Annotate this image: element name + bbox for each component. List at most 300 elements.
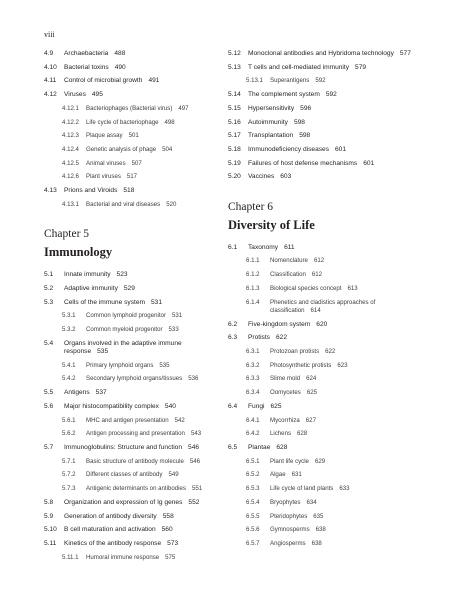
toc-entry-page: 504 [162,145,173,153]
toc-section-entry [228,50,424,58]
toc-entry-page: 625 [270,402,282,410]
toc-entry-number: 6.4.1 [246,416,260,424]
toc-entry-number: 6.3.1 [246,348,260,356]
toc-entry-number: 4.13 [44,187,57,195]
toc-subsection-entry [44,430,224,438]
toc-entry-number: 6.4.2 [246,430,260,438]
toc-subsection-entry [44,458,224,466]
toc-section-entry [44,271,224,279]
toc-subsection-entry [228,485,424,493]
toc-entry-number: 5.7.1 [62,457,76,465]
toc-section-entry [228,91,424,99]
toc-entry-title: Lichens [270,430,292,438]
toc-entry-page: 535 [159,361,170,369]
toc-entry-page: 635 [313,512,324,520]
toc-entry-number: 5.13 [228,63,241,71]
toc-entry-title: Transplantation [248,132,294,140]
toc-section-entry [44,340,224,357]
toc-subsection-entry [228,271,424,279]
toc-entry-title: Nomenclature [270,257,308,265]
toc-subsection-entry [228,430,424,438]
toc-entry-number: 6.1.4 [246,298,260,306]
toc-subsection-entry [228,526,424,534]
toc-entry-text [228,119,424,127]
toc-subsection-entry [228,285,424,293]
toc-entry-title: Major histocompatibility complex [64,402,159,410]
toc-entry-text [228,64,424,72]
toc-entry-number: 4.12.2 [62,118,79,126]
toc-entry-page: 497 [178,104,189,112]
toc-entry-number: 5.10 [44,526,57,534]
toc-entry-number: 6.5.2 [246,471,260,479]
toc-subsection-entry [228,471,424,479]
toc-entry-page: 612 [313,257,325,265]
toc-entry-number: 6.1.3 [246,284,260,292]
toc-entry-text [44,64,224,72]
toc-entry-page: 623 [337,361,348,369]
toc-entry-text [44,187,224,195]
toc-section-entry [228,173,424,181]
toc-entry-number: 4.12.3 [62,132,79,140]
toc-entry-title: Control of microbial growth [64,77,143,85]
toc-entry-page: 577 [399,50,411,57]
toc-right-column [228,50,424,554]
toc-subsection-entry [228,513,424,521]
toc-entry-title: Protists [248,334,270,342]
toc-entry-title: The complement system [248,91,320,99]
toc-entry-number: 5.8 [44,498,54,506]
toc-subsection-entry [228,540,424,548]
toc-entry-number: 5.9 [44,512,54,520]
toc-section-entry [44,540,224,548]
toc-entry-title: Organs involved in the adaptive immune response [64,339,182,356]
toc-entry-title: Organization and expression of Ig genes [64,498,183,506]
toc-entry-page: 542 [174,416,185,424]
toc-entry-page: 598 [293,118,305,126]
toc-section-entry [44,403,224,411]
toc-section-entry [228,334,424,342]
toc-section-entry [44,50,224,58]
toc-section-entry [44,499,224,507]
toc-entry-title: Prions and Viroids [64,187,118,195]
toc-entry-text [228,334,424,342]
toc-entry-number: 6.5.7 [246,539,260,547]
toc-section-entry [44,444,224,452]
toc-entry-number: 5.3 [44,298,54,306]
toc-entry-text [228,244,424,252]
toc-entry-text [228,321,424,329]
toc-entry-number: 6.3.3 [246,375,260,383]
toc-entry-title: Humoral immune response [86,553,160,561]
toc-entry-text [228,50,424,58]
toc-entry-page: 592 [315,77,326,85]
toc-entry-title: Plant viruses [86,173,121,181]
toc-entry-page: 543 [190,430,202,438]
toc-entry-text [44,77,224,85]
toc-subsection-entry [228,499,424,507]
toc-entry-number: 6.5.4 [246,498,260,506]
toc-entry-title: Viruses [64,91,86,99]
toc-entry-text [228,146,424,154]
toc-entry-title: Slime mold [270,375,301,383]
toc-entry-text [228,132,424,140]
toc-entry-number: 5.3.1 [62,312,76,320]
toc-subsection-entry [44,362,224,370]
toc-entry-number: 6.2 [228,320,238,328]
toc-entry-number: 6.3 [228,334,238,342]
toc-section-entry [44,513,224,521]
toc-entry-title: Life cycle of bacteriophage [86,118,159,126]
toc-entry-title: Common myeloid progenitor [86,325,163,333]
toc-entry-title: Gymnosperms [270,526,310,534]
toc-entry-text [44,340,224,357]
toc-entry-number: 5.17 [228,132,241,140]
toc-entry-text [44,499,224,507]
toc-entry-page: 620 [316,320,328,328]
toc-entry-number: 4.10 [44,63,57,71]
toc-section-entry [228,119,424,127]
toc-entry-title: Classification [270,271,306,279]
toc-entry-number: 4.12.4 [62,145,79,153]
toc-section-entry [44,299,224,307]
toc-entry-number: 5.4.1 [62,361,76,369]
toc-entry-number: 5.7.2 [62,471,76,479]
toc-section-entry [228,403,424,411]
toc-subsection-entry [44,326,224,334]
toc-entry-title: Superantigens [270,77,310,85]
toc-entry-title: Bacteriophages (Bacterial virus) [86,104,173,112]
toc-entry-title: Biological species concept [270,284,342,292]
toc-entry-number: 5.11 [44,539,57,547]
toc-entry-title: Vaccines [248,173,275,181]
toc-entry-text [44,526,224,534]
toc-entry-page: 546 [189,457,201,465]
toc-entry-number: 5.15 [228,104,241,112]
toc-entry-number: 5.3.2 [62,325,76,333]
toc-entry-title: MHC and antigen presentation [86,416,169,424]
toc-entry-title: Protozoan protists [270,348,320,356]
toc-entry-number: 4.12 [44,91,57,99]
toc-list [228,244,424,549]
toc-section-entry [228,160,424,168]
toc-entry-text [228,403,424,411]
toc-subsection-entry [44,132,224,140]
toc-entry-page: 488 [114,50,126,57]
toc-entry-title: Antigen processing and presentation [86,430,185,438]
toc-entry-text [228,173,424,181]
toc-entry-title: Cells of the immune system [64,298,145,306]
toc-entry-title: Adaptive immunity [64,284,118,292]
toc-subsection-entry [44,201,224,209]
toc-entry-number: 5.20 [228,173,241,181]
toc-entry-title: Fungi [248,402,265,410]
chapter-label: Chapter 5 [44,228,90,241]
toc-entry-page: 533 [168,325,179,333]
chapter-label: Chapter 6 [228,200,274,213]
toc-entry-text [44,444,224,452]
toc-entry-title: Algae [270,471,286,479]
toc-entry-number: 5.4 [44,339,54,347]
toc-left-column [44,50,224,567]
toc-entry-page: 552 [188,498,200,506]
toc-entry-title: Secondary lymphoid organs/tissues [86,375,183,383]
toc-entry-page: 628 [297,430,308,438]
toc-entry-page: 540 [164,402,176,410]
toc-subsection-entry [44,485,224,493]
toc-entry-number: 5.12 [228,50,241,57]
toc-entry-page: 546 [188,443,200,451]
toc-entry-text [44,299,224,307]
toc-entry-number: 4.12.5 [62,159,79,167]
toc-subsection-entry [44,417,224,425]
toc-entry-title: Different classes of antibody [86,471,163,479]
toc-entry-page: 613 [347,284,358,292]
toc-section-entry [228,244,424,252]
toc-entry-number: 5.18 [228,145,241,153]
toc-entry-page: 501 [128,132,139,140]
toc-subsection-entry [228,389,424,397]
toc-entry-number: 5.11.1 [62,553,79,561]
toc-section-entry [228,146,424,154]
toc-entry-number: 6.3.2 [246,361,260,369]
toc-entry-title: Plant life cycle [270,457,309,465]
toc-entry-text [228,105,424,113]
toc-entry-number: 6.5.3 [246,485,260,493]
toc-entry-text [44,50,224,58]
toc-entry-title: Bryophytes [270,498,301,506]
toc-entry-title: Angiosperms [270,539,306,547]
toc-entry-page: 638 [311,539,322,547]
toc-entry-title: Failures of host defense mechanisms [248,159,358,167]
toc-entry-number: 5.7.3 [62,485,76,493]
toc-entry-text [228,444,424,452]
toc-entry-number: 6.4 [228,402,238,410]
toc-subsection-entry [44,119,224,127]
toc-entry-page: 622 [325,348,336,356]
toc-entry-text [228,160,424,168]
toc-section-entry [44,389,224,397]
toc-entry-page: 625 [306,389,317,397]
toc-subsection-entry [228,417,424,425]
toc-entry-number: 6.1.1 [246,257,260,265]
toc-entry-number: 6.3.4 [246,389,260,397]
toc-section-entry [44,526,224,534]
toc-entry-text [44,91,224,99]
toc-subsection-entry [228,257,424,265]
chapter-title: Diversity of Life [228,217,315,232]
toc-section-entry [44,64,224,72]
toc-entry-page: 638 [315,526,326,534]
toc-entry-title: Antigenic determinants on antibodies [86,485,186,493]
toc-list [44,50,224,209]
toc-entry-page: 614 [310,306,321,314]
toc-entry-number: 6.5 [228,443,238,451]
toc-entry-number: 5.1 [44,271,54,279]
toc-entry-text [44,389,224,397]
toc-section-entry [44,285,224,293]
toc-entry-page: 536 [188,375,199,383]
toc-subsection-entry [44,146,224,154]
toc-entry-page: 598 [299,132,311,140]
toc-entry-title: Photosynthetic protists [270,361,332,369]
toc-entry-title: Bacterial and viral diseases [86,200,161,208]
toc-entry-title: Genetic analysis of phage [86,145,157,153]
toc-entry-page: 498 [164,118,175,126]
toc-entry-page: 592 [325,91,337,99]
toc-entry-title: Immunoglobulins: Structure and function [64,443,183,451]
toc-section-entry [228,321,424,329]
toc-entry-title: Taxonomy [248,243,279,251]
toc-entry-page: 601 [363,159,375,167]
chapter-title: Immunology [44,245,113,260]
toc-entry-title: Mycorrhiza [270,416,300,424]
toc-subsection-entry [228,77,424,85]
toc-entry-number: 5.2 [44,284,54,292]
toc-entry-page: 634 [306,498,317,506]
toc-entry-page: 551 [191,485,203,493]
toc-entry-page: 549 [168,471,179,479]
toc-entry-page: 537 [95,389,107,397]
toc-entry-page: 633 [339,485,350,493]
toc-entry-page: 531 [171,312,183,320]
toc-entry-title: Generation of antibody diversity [64,512,157,520]
toc-subsection-entry [44,375,224,383]
toc-section-entry [44,77,224,85]
toc-list [228,50,424,182]
toc-entry-number: 5.13.1 [246,77,263,85]
toc-entry-number: 5.4.2 [62,375,76,383]
toc-entry-number: 6.1.2 [246,271,260,279]
toc-entry-page: 579 [355,63,367,71]
toc-entry-page: 611 [284,243,295,251]
toc-entry-page: 573 [167,539,179,547]
toc-entry-title: Pteridophytes [270,512,308,520]
toc-entry-text [44,403,224,411]
toc-entry-title: Innate immunity [64,271,111,279]
toc-entry-page: 520 [166,200,177,208]
toc-entry-title: Oomycetes [270,389,301,397]
toc-entry-page: 517 [126,173,138,181]
toc-entry-title: Archaebacteria [64,50,109,57]
toc-entry-title: Autoimmunity [248,118,288,126]
toc-entry-title: B cell maturation and activation [64,526,156,534]
toc-entry-number: 4.11 [44,77,57,85]
toc-entry-title: Basic structure of antibody molecule [86,457,184,465]
toc-subsection-entry [228,375,424,383]
toc-entry-number: 5.14 [228,91,241,99]
toc-entry-number: 4.13.1 [62,200,79,208]
toc-entry-page: 622 [275,334,287,342]
toc-subsection-entry [44,173,224,181]
toc-entry-title: T cells and cell-mediated immunity [248,63,350,71]
toc-subsection-entry [228,348,424,356]
toc-entry-page: 518 [123,187,135,195]
toc-section-entry [44,91,224,99]
toc-entry-title: Monoclonal antibodies and Hybridoma technology [248,50,394,57]
toc-entry-title: Antigens [64,389,90,397]
toc-entry-number: 5.7 [44,443,54,451]
toc-entry-title: Plantae [248,443,271,451]
toc-entry-title: Primary lymphoid organs [86,361,154,369]
toc-entry-page: 507 [131,159,142,167]
toc-entry-page: 531 [150,298,162,306]
toc-entry-title: Kinetics of the antibody response [64,539,162,547]
toc-entry-title: Plaque assay [86,132,123,140]
toc-entry-title: Five-kingdom system [248,320,311,328]
toc-subsection-entry [44,160,224,168]
toc-entry-page: 612 [311,271,323,279]
toc-entry-page: 628 [276,443,288,451]
toc-entry-number: 6.5.5 [246,512,260,520]
toc-entry-number: 5.5 [44,389,54,397]
toc-entry-title: Phenetics and cladistics approaches of classification [270,298,376,314]
toc-section-entry [228,64,424,72]
toc-entry-page: 529 [123,284,135,292]
toc-entry-page: 560 [161,526,173,534]
toc-entry-page: 627 [305,416,316,424]
toc-entry-number: 6.5.1 [246,457,260,465]
toc-subsection-entry [44,554,224,562]
toc-entry-title: Animal viruses [86,159,126,167]
toc-entry-title: Common lymphoid progenitor [86,312,166,320]
toc-entry-number: 5.6.2 [62,430,76,438]
toc-entry-page: 601 [335,145,347,153]
toc-entry-page: 624 [306,375,317,383]
toc-entry-page: 558 [162,512,174,520]
toc-entry-text [228,91,424,99]
toc-entry-number: 4.9 [44,50,54,57]
toc-entry-page: 535 [97,348,109,356]
toc-entry-page: 523 [116,271,128,279]
toc-entry-page: 603 [280,173,292,181]
toc-entry-text [44,285,224,293]
toc-entry-text [44,513,224,521]
toc-entry-page: 631 [291,471,302,479]
toc-entry-page: 596 [300,104,312,112]
toc-section-entry [228,444,424,452]
toc-entry-text [44,271,224,279]
toc-subsection-entry [228,299,424,316]
toc-entry-number: 5.16 [228,118,241,126]
toc-subsection-entry [228,458,424,466]
toc-entry-text [44,540,224,548]
toc-entry-title: Life cycle of land plants [270,485,334,493]
toc-entry-title: Hypersensitivity [248,104,295,112]
page-number: viii [44,30,55,39]
toc-entry-title: Immunodeficiency diseases [248,145,329,153]
toc-subsection-entry [44,471,224,479]
toc-entry-page: 495 [91,91,103,99]
toc-subsection-entry [228,362,424,370]
toc-entry-number: 4.12.1 [62,104,79,112]
toc-entry-title: Bacterial toxins [64,63,109,71]
toc-entry-page: 491 [148,77,160,85]
toc-list [44,271,224,562]
toc-subsection-entry [44,105,224,113]
toc-entry-page: 629 [314,457,326,465]
toc-entry-number: 5.19 [228,159,241,167]
toc-entry-page: 575 [165,553,176,561]
toc-section-entry [228,105,424,113]
toc-entry-number: 5.6.1 [62,416,76,424]
toc-entry-number: 6.1 [228,243,238,251]
toc-section-entry [228,132,424,140]
toc-entry-number: 5.6 [44,402,54,410]
toc-entry-page: 490 [114,63,126,71]
toc-entry-number: 6.5.6 [246,526,260,534]
toc-section-entry [44,187,224,195]
toc-entry-number: 4.12.6 [62,173,79,181]
